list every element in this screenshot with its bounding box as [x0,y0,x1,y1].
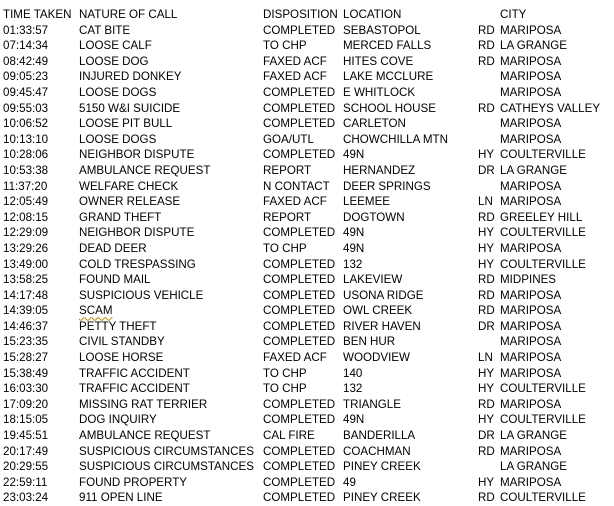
cell-road-suffix: RD [478,304,495,318]
table-row [3,225,611,241]
cell-nature: CIVIL STANDBY [79,335,165,349]
cell-location: PINEY CREEK [343,460,421,474]
cell-disposition: TO CHP [263,241,307,255]
cell-road-suffix: RD [478,54,495,68]
cell-road-suffix: LN [478,195,493,209]
cell-time: 12:29:09 [3,226,49,240]
cell-nature: CAT BITE [79,23,131,37]
table-row [3,147,611,163]
cell-city: MARIPOSA [500,304,562,318]
table-row [3,69,611,85]
cell-time: 10:13:10 [3,132,49,146]
cell-road-suffix: RD [478,210,495,224]
cell-road-suffix: RD [478,397,495,411]
cell-location: BANDERILLA [343,429,416,443]
cell-road-suffix: HY [478,257,495,271]
cell-location: DEER SPRINGS [343,179,431,193]
cell-location: CARLETON [343,117,406,131]
cell-time: 07:14:34 [3,39,49,53]
table-row [3,132,611,148]
cell-city: MARIPOSA [500,351,562,365]
cell-location: 132 [343,382,363,396]
cell-road-suffix: RD [478,288,495,302]
cell-disposition: COMPLETED [263,397,336,411]
cell-time: 20:29:55 [3,460,49,474]
cell-time: 14:39:05 [3,304,49,318]
cell-nature: LOOSE DOGS [79,132,157,146]
cell-location: OWL CREEK [343,304,413,318]
cell-disposition: COMPLETED [263,304,336,318]
cell-nature: SUSPICIOUS CIRCUMSTANCES [79,444,254,458]
cell-road-suffix: HY [478,382,495,396]
cell-time: 13:49:00 [3,257,49,271]
cell-nature: DOG INQUIRY [79,413,157,427]
cell-time: 09:45:47 [3,85,49,99]
header-time-taken: TIME TAKEN [3,8,72,21]
cell-time: 10:53:38 [3,163,49,177]
cell-city: MARIPOSA [500,397,562,411]
cell-time: 15:38:49 [3,366,49,380]
cell-disposition: TO CHP [263,366,307,380]
cell-location: LEEMEE [343,195,391,209]
table-row [3,23,611,39]
cell-disposition: COMPLETED [263,335,336,349]
cell-city: MARIPOSA [500,132,562,146]
cell-nature: NEIGHBOR DISPUTE [79,148,195,162]
cell-disposition: FAXED ACF [263,195,327,209]
cell-location: E WHITLOCK [343,85,416,99]
cell-city: MARIPOSA [500,335,562,349]
cell-location: 49N [343,241,365,255]
cell-nature: LOOSE HORSE [79,351,164,365]
cell-location: SEBASTOPOL [343,23,421,37]
header-row [3,7,611,23]
cell-location: COACHMAN [343,444,411,458]
cell-location: WOODVIEW [343,351,410,365]
table-row [3,459,611,475]
cell-nature: TRAFFIC ACCIDENT [79,366,190,380]
cell-location: USONA RIDGE [343,288,424,302]
table-row [3,101,611,117]
cell-disposition: COMPLETED [263,226,336,240]
cell-location: 49N [343,413,365,427]
cell-time: 10:28:06 [3,148,49,162]
cell-time: 14:17:48 [3,288,49,302]
table-body [3,23,611,506]
cell-road-suffix: RD [478,101,495,115]
cell-city: MARIPOSA [500,288,562,302]
cell-road-suffix: LN [478,351,493,365]
cell-road-suffix: DR [478,163,495,177]
cell-disposition: COMPLETED [263,148,336,162]
cell-time: 17:09:20 [3,397,49,411]
table-row [3,397,611,413]
cell-city: COULTERVILLE [500,257,586,271]
cell-location: 140 [343,366,363,380]
table-row [3,179,611,195]
cell-location: DOGTOWN [343,210,405,224]
cell-disposition: COMPLETED [263,117,336,131]
cell-nature: INJURED DONKEY [79,70,182,84]
cell-time: 14:46:37 [3,319,49,333]
cell-disposition: COMPLETED [263,288,336,302]
cell-time: 10:06:52 [3,117,49,131]
header-city: CITY [500,8,527,21]
cell-time: 19:45:51 [3,429,49,443]
cell-disposition: FAXED ACF [263,351,327,365]
cell-city: MARIPOSA [500,444,562,458]
cell-disposition: COMPLETED [263,257,336,271]
cell-city: MARIPOSA [500,179,562,193]
cell-disposition: TO CHP [263,382,307,396]
cell-nature: COLD TRESPASSING [79,257,196,271]
cell-road-suffix: DR [478,319,495,333]
table-row [3,210,611,226]
cell-time: 12:05:49 [3,195,49,209]
cell-city: COULTERVILLE [500,148,586,162]
cell-city: MARIPOSA [500,195,562,209]
cell-disposition: FAXED ACF [263,70,327,84]
cell-location: HERNANDEZ [343,163,416,177]
cell-time: 09:05:23 [3,70,49,84]
cell-nature: SCAM [79,304,113,318]
cell-nature: LOOSE DOG [79,54,149,68]
table-row [3,428,611,444]
cell-disposition: COMPLETED [263,23,336,37]
table-row [3,412,611,428]
cell-disposition: COMPLETED [263,85,336,99]
cell-location: TRIANGLE [343,397,401,411]
cell-city: LA GRANGE [500,429,568,443]
cell-disposition: COMPLETED [263,460,336,474]
cell-location: MERCED FALLS [343,39,432,53]
cell-location: HITES COVE [343,54,414,68]
table-row [3,475,611,491]
cell-city: GREELEY HILL [500,210,583,224]
cell-city: COULTERVILLE [500,382,586,396]
table-row [3,303,611,319]
table-row [3,490,611,506]
cell-time: 18:15:05 [3,413,49,427]
table-row [3,257,611,273]
cell-city: CATHEYS VALLEY [500,101,601,115]
cell-time: 15:23:35 [3,335,49,349]
table-row [3,194,611,210]
table-row [3,54,611,70]
cell-disposition: COMPLETED [263,101,336,115]
cell-location: LAKE MCCLURE [343,70,434,84]
cell-nature: 5150 W&I SUICIDE [79,101,181,115]
cell-disposition: COMPLETED [263,491,336,505]
cell-time: 16:03:30 [3,382,49,396]
cell-city: MARIPOSA [500,366,562,380]
cell-nature: SUSPICIOUS VEHICLE [79,288,204,302]
cell-city: MIDPINES [500,273,557,287]
cell-location: PINEY CREEK [343,491,421,505]
cell-road-suffix: RD [478,39,495,53]
cell-city: MARIPOSA [500,117,562,131]
cell-city: LA GRANGE [500,39,568,53]
cell-location: SCHOOL HOUSE [343,101,436,115]
cell-road-suffix: HY [478,226,495,240]
table-row [3,272,611,288]
cell-disposition: COMPLETED [263,413,336,427]
cell-road-suffix: HY [478,413,495,427]
header-disposition: DISPOSITION [263,8,338,21]
cell-disposition: REPORT [263,163,312,177]
cell-city: MARIPOSA [500,70,562,84]
header-nature-of-call: NATURE OF CALL [79,8,178,21]
cell-disposition: REPORT [263,210,312,224]
cell-city: MARIPOSA [500,85,562,99]
cell-nature: GRAND THEFT [79,210,162,224]
cell-time: 08:42:49 [3,54,49,68]
cell-location: BEN HUR [343,335,396,349]
cell-nature: FOUND PROPERTY [79,475,188,489]
cell-city: LA GRANGE [500,163,568,177]
table-row [3,288,611,304]
cell-time: 13:58:25 [3,273,49,287]
table-row [3,85,611,101]
cell-road-suffix: DR [478,429,495,443]
cell-nature: MISSING RAT TERRIER [79,397,208,411]
cell-location: 49N [343,148,365,162]
cell-time: 09:55:03 [3,101,49,115]
cell-city: MARIPOSA [500,475,562,489]
cell-disposition: FAXED ACF [263,54,327,68]
cell-disposition: TO CHP [263,39,307,53]
cell-city: LA GRANGE [500,460,568,474]
cell-nature: LOOSE PIT BULL [79,117,173,131]
cell-nature: FOUND MAIL [79,273,151,287]
cell-city: MARIPOSA [500,54,562,68]
cell-nature: AMBULANCE REQUEST [79,163,211,177]
cell-nature: PETTY THEFT [79,319,157,333]
cell-nature: TRAFFIC ACCIDENT [79,382,190,396]
table-row [3,38,611,54]
cell-time: 12:08:15 [3,210,49,224]
cell-disposition: COMPLETED [263,273,336,287]
table-row [3,241,611,257]
cell-nature: DEAD DEER [79,241,147,255]
cell-road-suffix: RD [478,273,495,287]
cell-location: 132 [343,257,363,271]
cell-location: LAKEVIEW [343,273,403,287]
cell-road-suffix: HY [478,241,495,255]
cell-nature: AMBULANCE REQUEST [79,429,211,443]
cell-city: MARIPOSA [500,319,562,333]
cell-location: RIVER HAVEN [343,319,421,333]
header-location: LOCATION [343,8,402,21]
cell-city: COULTERVILLE [500,413,586,427]
cell-city: MARIPOSA [500,23,562,37]
cell-disposition: CAL FIRE [263,429,315,443]
cell-time: 13:29:26 [3,241,49,255]
cell-nature: NEIGHBOR DISPUTE [79,226,195,240]
cell-time: 15:28:27 [3,351,49,365]
cell-disposition: N CONTACT [263,179,330,193]
cell-road-suffix: RD [478,444,495,458]
table-row [3,350,611,366]
cell-disposition: GOA/UTL [263,132,314,146]
cell-location: 49N [343,226,365,240]
cell-road-suffix: HY [478,148,495,162]
cell-nature: 911 OPEN LINE [79,491,163,505]
cell-nature: OWNER RELEASE [79,195,181,209]
cell-nature: LOOSE CALF [79,39,152,53]
cell-disposition: COMPLETED [263,444,336,458]
call-log-table [3,7,611,506]
cell-time: 23:03:24 [3,491,49,505]
cell-road-suffix: RD [478,23,495,37]
cell-location: CHOWCHILLA MTN [343,132,448,146]
cell-time: 11:37:20 [3,179,48,193]
cell-city: COULTERVILLE [500,491,586,505]
table-row [3,163,611,179]
cell-road-suffix: HY [478,475,495,489]
cell-time: 01:33:57 [3,23,49,37]
table-row [3,334,611,350]
cell-location: 49 [343,475,356,489]
cell-time: 22:59:11 [3,475,48,489]
cell-nature: WELFARE CHECK [79,179,179,193]
table-row [3,381,611,397]
table-row [3,319,611,335]
cell-time: 20:17:49 [3,444,49,458]
cell-road-suffix: HY [478,366,495,380]
cell-disposition: COMPLETED [263,319,336,333]
cell-road-suffix: RD [478,491,495,505]
cell-nature: SUSPICIOUS CIRCUMSTANCES [79,460,254,474]
cell-nature: LOOSE DOGS [79,85,157,99]
cell-disposition: COMPLETED [263,475,336,489]
table-row [3,444,611,460]
table-row [3,116,611,132]
cell-city: MARIPOSA [500,241,562,255]
cell-city: COULTERVILLE [500,226,586,240]
table-row [3,366,611,382]
